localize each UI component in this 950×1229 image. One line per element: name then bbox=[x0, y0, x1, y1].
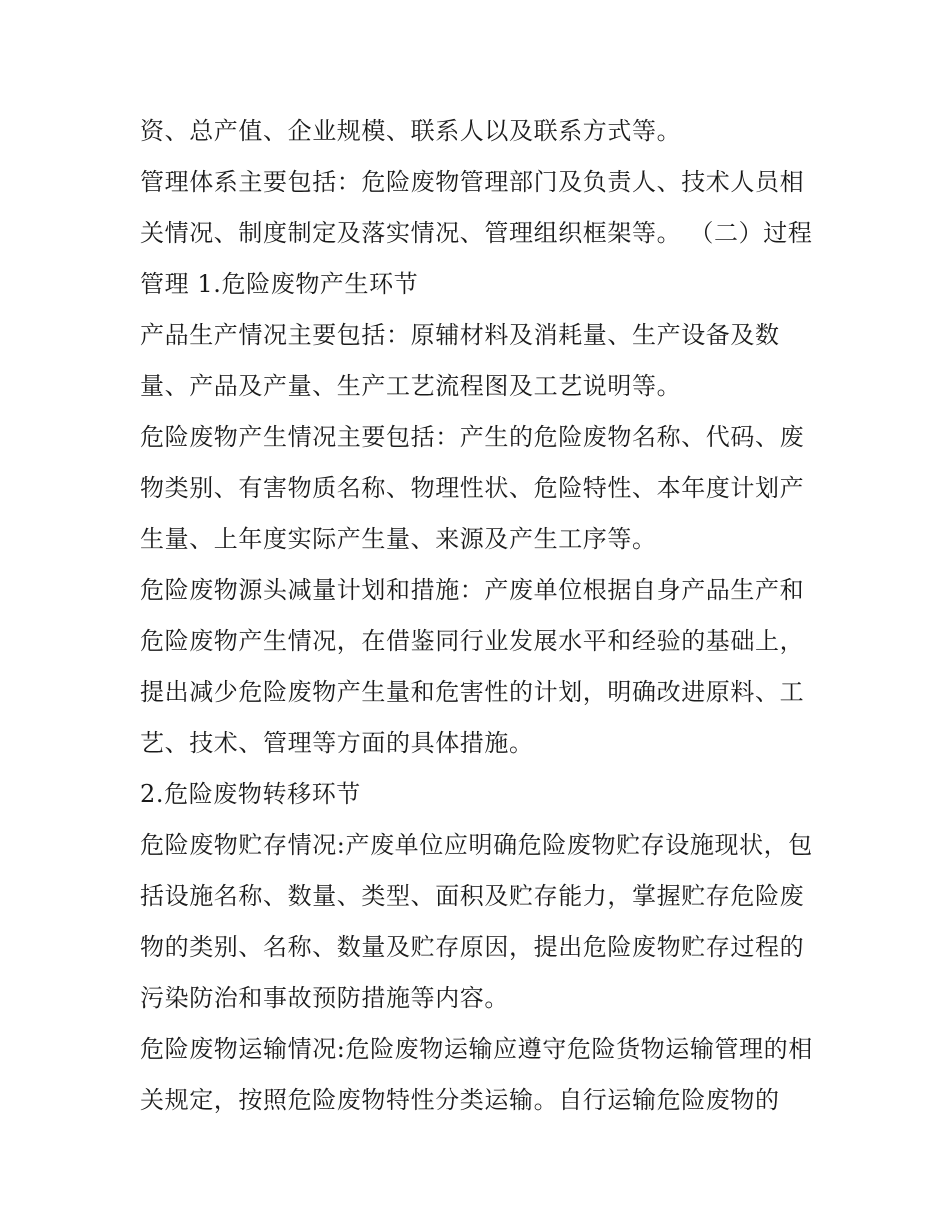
paragraph-enterprise-info-tail: 资、总产值、企业规模、联系人以及联系方式等。 bbox=[140, 117, 682, 145]
paragraph-management-system: 管理体系主要包括：危险废物管理部门及负责人、技术人员相关情况、制度制定及落实情况、管理组织框架等。 （二）过程管理 1.危险废物产生环节 bbox=[140, 168, 813, 298]
paragraph-transport-status: 危险废物运输情况:危险废物运输应遵守危险货物运输管理的相关规定，按照危险废物特性分类运输。自行运输危险废物的 bbox=[140, 1035, 813, 1114]
section-heading-transfer: 2.危险废物转移环节 bbox=[140, 780, 361, 808]
paragraph-source-reduction: 危险废物源头减量计划和措施：产废单位根据自身产品生产和危险废物产生情况，在借鉴同行业发展水平和经验的基础上，提出减少危险废物产生量和危害性的计划，明确改进原料、工艺、技术、管理等方面的具体措施。 bbox=[140, 576, 805, 757]
paragraph-production-status: 产品生产情况主要包括：原辅材料及消耗量、生产设备及数量、产品及产量、生产工艺流程图及工艺说明等。 bbox=[140, 321, 780, 400]
paragraph-waste-generation: 危险废物产生情况主要包括：产生的危险废物名称、代码、废物类别、有害物质名称、物理性状、危险特性、本年度计划产生量、上年度实际产生量、来源及产生工序等。 bbox=[140, 423, 805, 553]
paragraph-storage-status: 危险废物贮存情况:产废单位应明确危险废物贮存设施现状，包括设施名称、数量、类型、面积及贮存能力，掌握贮存危险废物的类别、名称、数量及贮存原因，提出危险废物贮存过程的污染防治和事故预防措施等内容。 bbox=[140, 831, 813, 1012]
document-body bbox=[140, 106, 820, 1126]
